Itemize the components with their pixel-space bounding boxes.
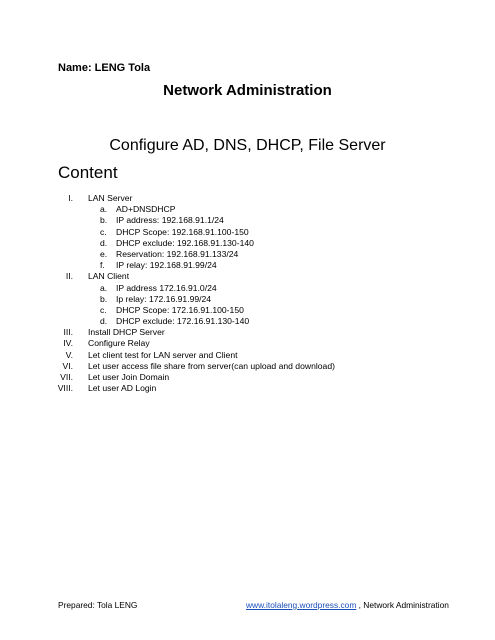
item-text: LAN Server [88,193,133,203]
outline-item [0,193,495,204]
item-number: VII. [60,372,73,382]
outline-item [0,383,495,394]
item-number: c. [100,226,107,237]
item-number: VIII. [57,383,73,394]
outline-subitem [0,260,495,271]
item-text: DHCP Scope: 192.168.91.100-150 [116,226,249,237]
item-text: Let user Join Domain [88,372,170,382]
item-number: f. [100,260,105,271]
outline-item [0,327,495,338]
author-name: Name: LENG Tola [58,62,151,74]
outline-item [0,361,495,372]
outline-subitem [0,227,495,238]
item-number: a. [100,204,108,215]
item-text: Let user access file share from server(can upload and download) [88,360,335,371]
item-text: DHCP Scope: 172.16.91.100-150 [116,304,244,315]
item-number: I. [68,193,73,203]
item-text: Ip relay: 172.16.91.99/24 [116,293,212,304]
item-number: V. [65,349,73,360]
item-number: c. [100,304,107,315]
outline-subitem [0,238,495,249]
item-number: a. [100,282,108,293]
outline-subitem [0,204,495,215]
outline-item [0,372,495,383]
outline-subitem [0,283,495,294]
item-text: DHCP exclude: 192.168.91.130-140 [116,237,254,248]
item-text: IP address: 192.168.91.1/24 [116,215,224,226]
footer-suffix: , Network Administration [356,600,449,610]
item-number: b. [100,215,108,226]
item-text: Reservation: 192.168.91.133/24 [116,248,239,259]
item-number: VI. [62,360,73,371]
item-number: b. [100,293,108,304]
outline-subitem [0,316,495,327]
item-text: LAN Client [88,271,130,282]
document-title: Network Administration [163,82,332,99]
item-text: Let user AD Login [88,383,157,394]
footer-website-link[interactable]: www.itolaleng.wordpress.com [246,600,357,610]
item-number: III. [63,327,73,338]
outline-item [0,271,495,282]
item-text: IP relay: 192.168.91.99/24 [116,260,217,271]
item-number: e. [100,248,108,259]
item-number: II. [65,271,73,282]
outline-subitem [0,215,495,226]
item-number: IV. [63,338,73,349]
item-text: DHCP exclude: 172.16.91.130-140 [116,316,250,327]
item-number: d. [100,316,108,327]
item-text: AD+DNSDHCP [116,204,176,215]
outline-subitem [0,294,495,305]
footer-right [246,600,449,610]
outline-subitem [0,249,495,260]
item-text: Install DHCP Server [88,327,165,338]
document-subtitle: Configure AD, DNS, DHCP, File Server [109,137,386,154]
outline-subitem [0,305,495,316]
footer-prepared: Prepared: Tola LENG [58,600,138,610]
item-text: Let client test for LAN server and Client [88,349,238,360]
outline-item [0,350,495,361]
content-heading: Content [58,163,118,182]
item-number: d. [100,237,108,248]
item-text: Configure Relay [88,338,150,349]
item-text: IP address 172.16.91.0/24 [116,282,217,293]
content-outline [0,193,495,394]
outline-item [0,338,495,349]
